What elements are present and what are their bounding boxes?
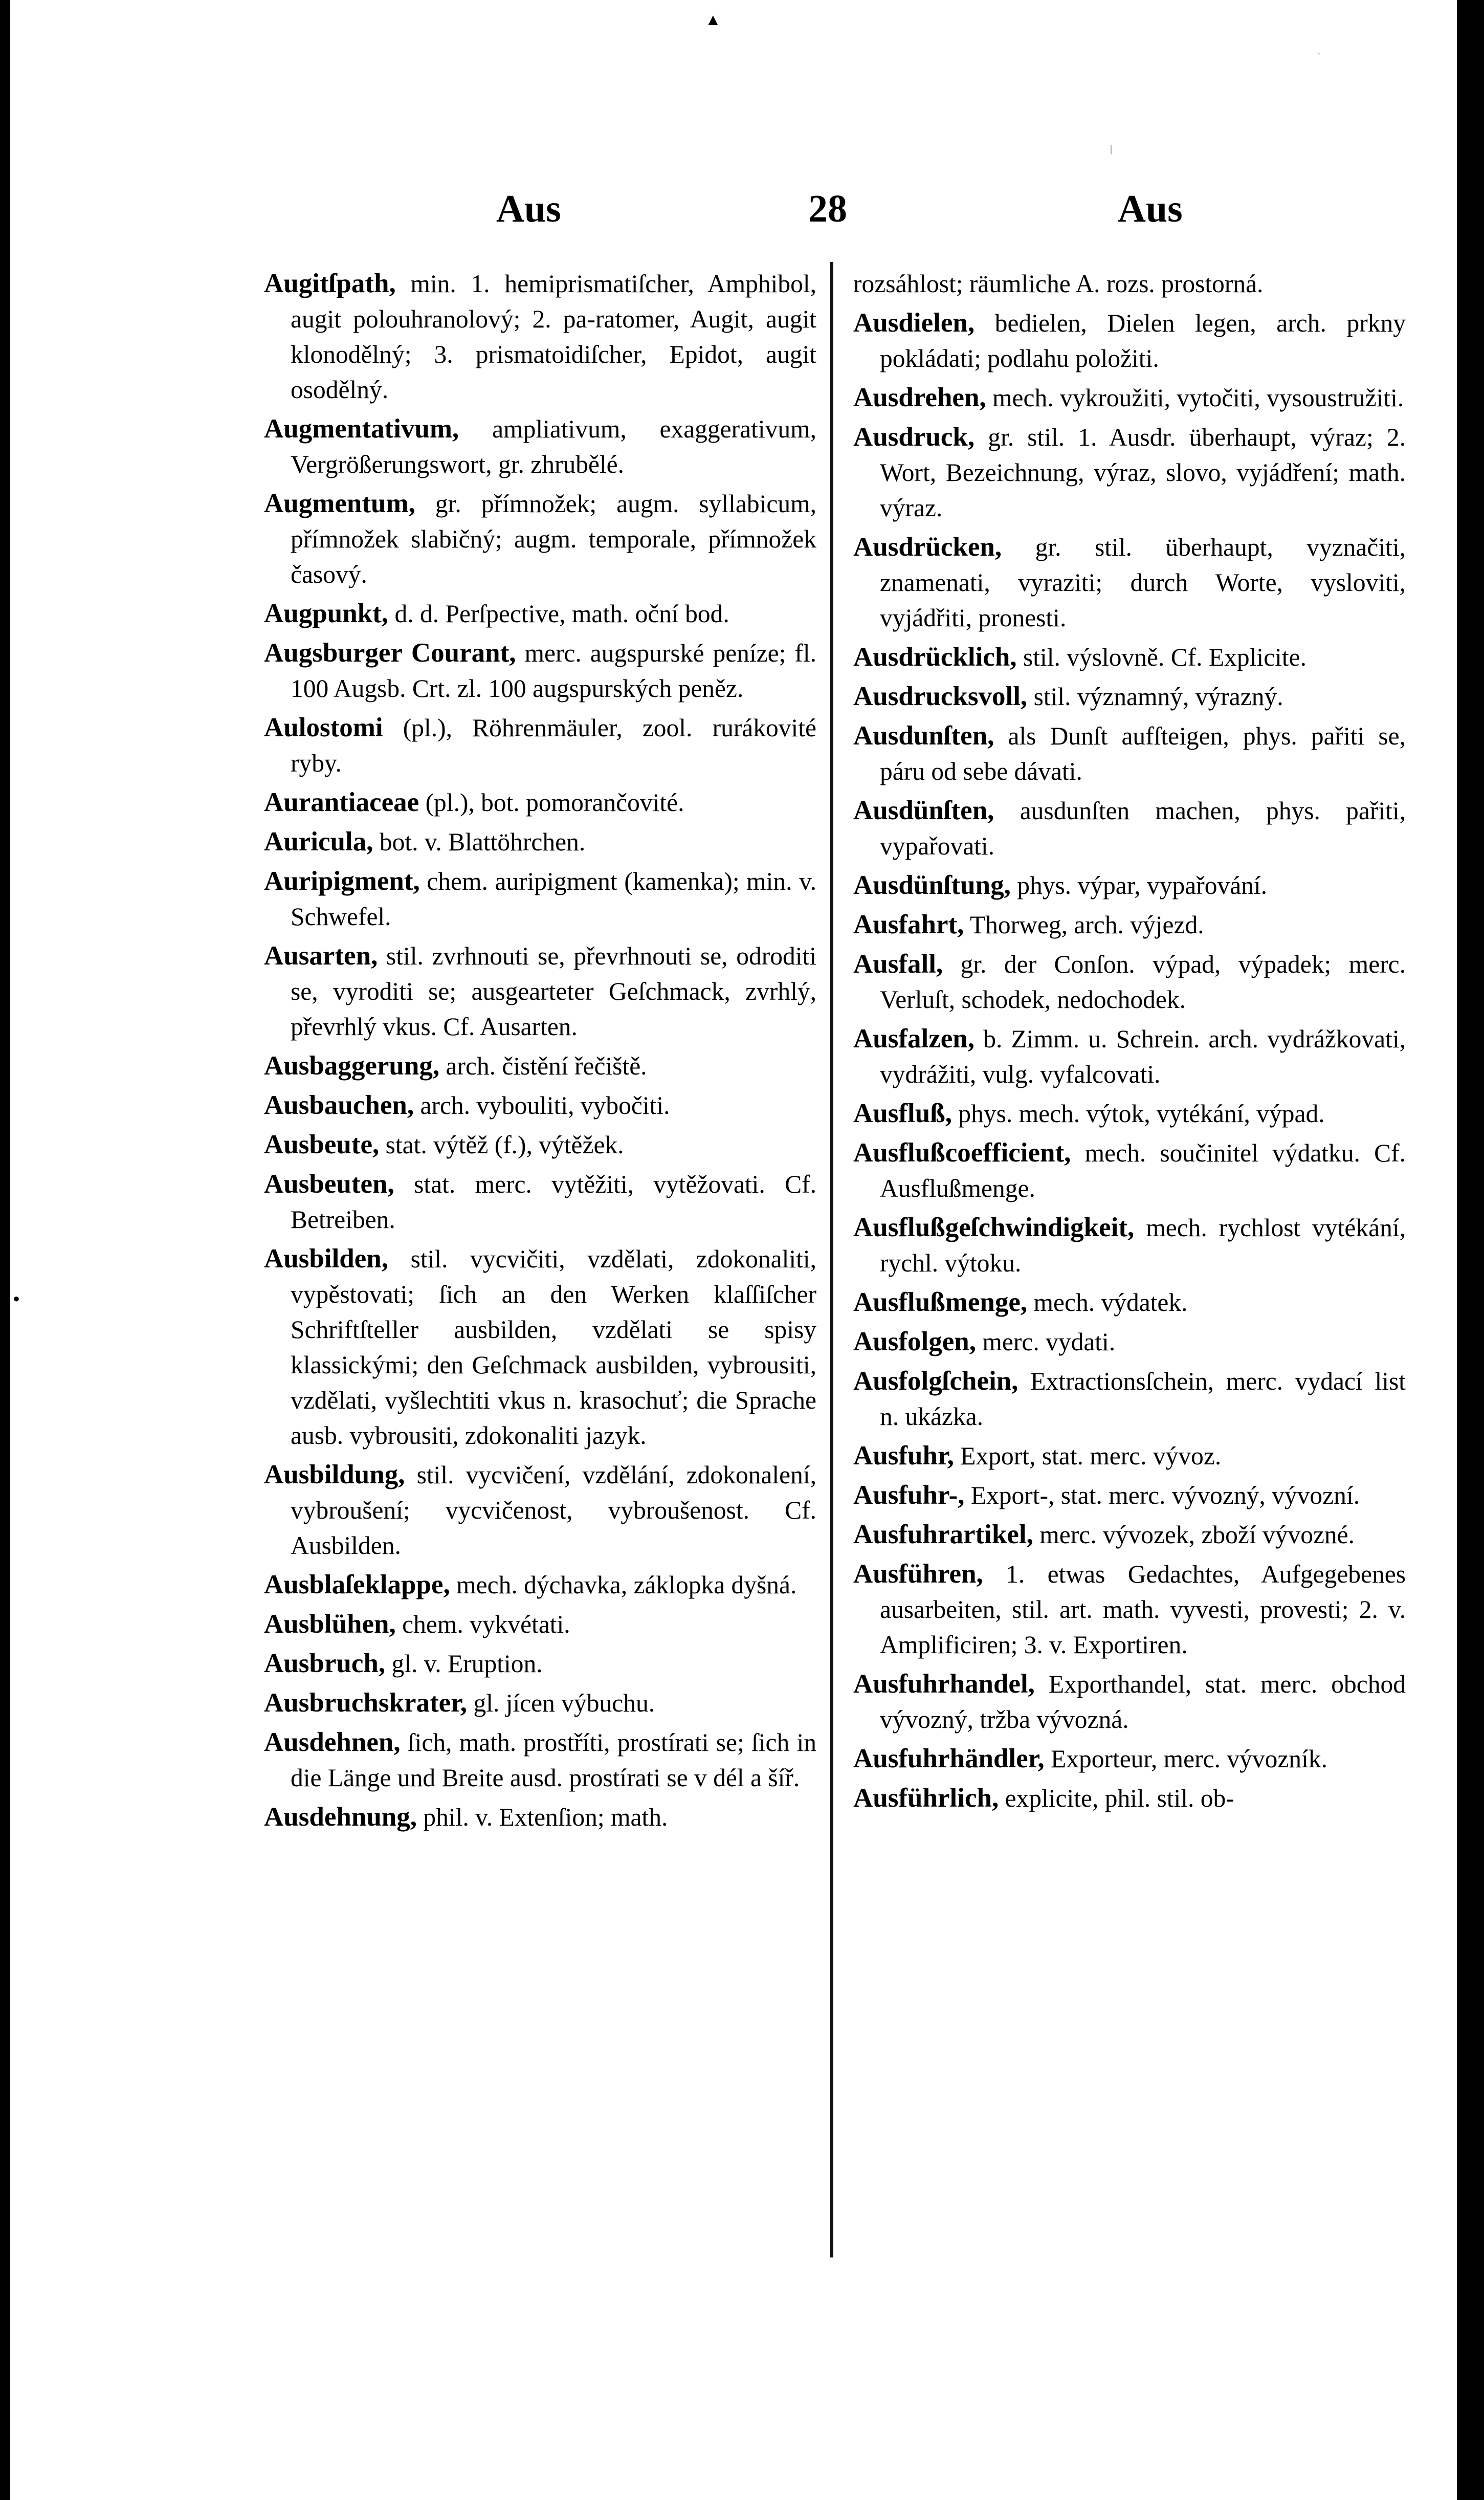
dictionary-entry: [853, 1021, 1406, 1092]
dictionary-entry: [853, 868, 1406, 903]
entry-headword: Ausfall,: [853, 949, 943, 979]
dictionary-entry: [264, 785, 816, 820]
entry-headword: Augpunkt,: [264, 599, 389, 628]
dictionary-entry: [264, 1800, 816, 1835]
dictionary-entry: [853, 420, 1406, 525]
entry-definition: stil. vycvičiti, vzdělati, zdokonaliti, vypěstovati; ſich an den Werken klaſſiſcher Schriftſteller ausbilden, vzdělati se spisy klassickými; den Geſchmack ausbilden, vybrousiti, vzdělati, vyšlechtiti vkus n. krasochuť; die Sprache ausb. vybrousiti, zdokonaliti jazyk.: [291, 1245, 816, 1450]
entry-headword: Ausbeute,: [264, 1130, 380, 1159]
dictionary-entry: [264, 824, 816, 860]
entry-definition: bedielen, Dielen legen, arch. prkny pokládati; podlahu položiti.: [880, 309, 1406, 372]
entry-definition: d. d. Perſpective, math. oční bod.: [388, 600, 729, 628]
entry-definition: stil. vycvičení, vzdělání, zdokonalení, vybroušení; vycvičenost, vybroušenost. Cf. Ausbilden.: [291, 1461, 816, 1560]
entry-headword: Aulostomi: [264, 713, 383, 742]
dictionary-entry: [264, 1088, 816, 1123]
column-divider: [830, 262, 833, 2257]
entry-headword: Ausdielen,: [853, 308, 975, 338]
entry-definition: stil. zvrhnouti se, převrhnouti se, odroditi se, vyroditi se; ausgearteter Geſchmack, zvrhlý, převrhlý vkus. Cf. Ausarten.: [291, 942, 816, 1041]
dictionary-entry: [264, 1167, 816, 1237]
dictionary-entry: [853, 1285, 1406, 1320]
dictionary-entry: [853, 1135, 1406, 1206]
entry-headword: Ausbruch,: [264, 1649, 386, 1678]
entry-definition: stil. významný, výrazný.: [1027, 683, 1283, 711]
entry-definition: phys. výpar, vypařování.: [1010, 871, 1268, 900]
entry-definition: mech. dýchavka, záklopka dyšná.: [450, 1571, 797, 1599]
dictionary-entry: [264, 635, 816, 706]
dictionary-entry: [853, 1210, 1406, 1281]
entry-definition: Export-, stat. merc. vývozný, vývozní.: [964, 1481, 1360, 1509]
entry-definition: merc. vydati.: [976, 1328, 1116, 1356]
left-column: [264, 266, 816, 1839]
dictionary-entry: [264, 596, 816, 631]
dictionary-entry: [853, 1324, 1406, 1359]
entry-headword: Ausfalzen,: [853, 1024, 975, 1054]
dictionary-entry: [853, 305, 1406, 376]
right-column: [853, 266, 1406, 1820]
entry-headword: Ausbeuten,: [264, 1169, 394, 1199]
dictionary-entry: [264, 1127, 816, 1163]
dictionary-entry: [853, 530, 1406, 635]
entry-definition: gr. přímnožek; augm. syllabicum, přímnožek slabičný; augm. temporale, přímnožek časový.: [291, 490, 816, 588]
dictionary-entry: [264, 1567, 816, 1603]
dictionary-entry: [264, 938, 816, 1044]
entry-definition: stil. výslovně. Cf. Explicite.: [1016, 643, 1307, 671]
dictionary-entry: [853, 1556, 1406, 1662]
entry-headword: Ausblühen,: [264, 1609, 396, 1639]
entry-headword: Ausdrucksvoll,: [853, 682, 1028, 711]
entry-headword: Augsburger Courant,: [264, 638, 516, 668]
entry-definition: gr. stil. überhaupt, vyznačiti, znamenati, vyraziti; durch Worte, vysloviti, vyjádřiti, pronesti.: [880, 533, 1406, 632]
entry-headword: Ausdunſten,: [853, 721, 994, 751]
dictionary-entry: [264, 1646, 816, 1681]
entry-headword: Ausdrücklich,: [853, 642, 1017, 672]
entry-headword: Ausfuhr-,: [853, 1480, 965, 1510]
entry-definition: mech. výdatek.: [1027, 1288, 1188, 1317]
entry-definition: b. Zimm. u. Schrein. arch. vydrážkovati, vydrážiti, vulg. vyfalcovati.: [880, 1025, 1406, 1088]
entry-definition: phys. mech. výtok, vytékání, výpad.: [951, 1100, 1325, 1128]
entry-headword: Ausdehnen,: [264, 1727, 401, 1757]
entry-definition: arch. vybouliti, vybočiti.: [414, 1091, 670, 1120]
entry-definition: Thorweg, arch. výjezd.: [964, 911, 1204, 939]
entry-definition: gr. der Conſon. výpad, výpadek; merc. Verluſt, schodek, nedochodek.: [880, 950, 1406, 1014]
margin-mark: •: [13, 1287, 20, 1310]
dictionary-entry: [264, 1457, 816, 1563]
entry-headword: Ausfluß,: [853, 1099, 952, 1128]
dictionary-entry: [853, 1364, 1406, 1434]
entry-definition: arch. čistění řečiště.: [439, 1052, 647, 1080]
entry-headword: Ausfuhr,: [853, 1441, 954, 1471]
entry-headword: Ausfolgſchein,: [853, 1366, 1018, 1396]
entry-headword: Ausbruchskrater,: [264, 1688, 468, 1718]
entry-definition: explicite, phil. stil. ob-: [999, 1784, 1234, 1812]
entry-definition: ampliativum, exaggerativum, Vergrößerungswort, gr. zhrubělé.: [291, 415, 816, 478]
entry-definition: mech. rychlost vytékání, rychl. výtoku.: [880, 1214, 1406, 1277]
speck: |: [1110, 143, 1113, 155]
entry-headword: Ausflußgeſchwindigkeit,: [853, 1213, 1135, 1242]
entry-headword: Ausführen,: [853, 1559, 983, 1589]
entry-definition: mech. vykroužiti, vytočiti, vysoustružiti.: [986, 384, 1404, 412]
entry-definition: ſich, math. prostříti, prostírati se; ſich in die Länge und Breite ausd. prostírati se v dél a šíř.: [291, 1728, 816, 1792]
entry-headword: Auripigment,: [264, 866, 420, 896]
dictionary-entry: [853, 380, 1406, 415]
dictionary-entry: [853, 679, 1406, 714]
entry-definition: Extractionsſchein, merc. vydací list n. ukázka.: [880, 1367, 1406, 1431]
entry-headword: Ausfahrt,: [853, 910, 964, 939]
entry-definition: mech. součinitel výdatku. Cf. Ausflußmenge.: [880, 1139, 1406, 1202]
dictionary-entry: [853, 947, 1406, 1017]
entry-definition: bot. v. Blattöhrchen.: [373, 828, 586, 856]
entry-headword: Augmentum,: [264, 489, 415, 518]
entry-headword: Ausflußcoefficient,: [853, 1138, 1071, 1168]
entry-headword: Ausdrehen,: [853, 383, 986, 412]
entry-definition: gl. v. Eruption.: [385, 1650, 543, 1678]
running-head-right: Aus: [1118, 187, 1183, 230]
dictionary-entry: [853, 1096, 1406, 1131]
dictionary-entry: [853, 1666, 1406, 1737]
page-number: 28: [808, 187, 847, 230]
top-marker: ▲: [705, 10, 721, 29]
entry-definition: stat. merc. vytěžiti, vytěžovati. Cf. Betreiben.: [291, 1170, 816, 1234]
entry-definition: chem. auripigment (kamenka); min. v. Schwefel.: [291, 867, 816, 931]
entry-headword: Ausflußmenge,: [853, 1287, 1028, 1317]
dictionary-entry: [264, 486, 816, 592]
dictionary-entry: [264, 1725, 816, 1795]
entry-headword: Ausfuhrhändler,: [853, 1744, 1045, 1773]
entry-definition: gr. stil. 1. Ausdr. überhaupt, výraz; 2. Wort, Bezeichnung, výraz, slovo, vyjádření; math. výraz.: [880, 423, 1406, 522]
entry-headword: Ausdünſten,: [853, 796, 994, 825]
entry-definition: min. 1. hemiprismatiſcher, Amphibol, augit polouhranolový; 2. pa-ratomer, Augit, augit klonodělný; 3. prismatoidiſcher, Epidot, augit osodělný.: [291, 270, 816, 404]
dictionary-entry: [264, 1607, 816, 1642]
entry-headword: Augitſpath,: [264, 269, 396, 298]
dictionary-entry: [264, 411, 816, 482]
dictionary-entry: [264, 1241, 816, 1453]
entry-definition: als Dunſt aufſteigen, phys. pařiti se, páru od sebe dávati.: [880, 722, 1406, 785]
entry-definition: 1. etwas Gedachtes, Aufgegebenes ausarbeiten, stil. art. math. vyvesti, provesti; 2. v. Amplificiren; 3. v. Exportiren.: [880, 1560, 1406, 1659]
entry-headword: Ausfolgen,: [853, 1327, 977, 1356]
entry-headword: Ausführlich,: [853, 1783, 999, 1813]
dictionary-entry: [264, 1048, 816, 1084]
running-head-left: Aus: [496, 187, 561, 230]
entry-definition: rozsáhlost; räumliche A. rozs. prostorná.: [853, 270, 1264, 298]
entry-definition: stat. výtěž (f.), výtěžek.: [379, 1131, 624, 1159]
dictionary-entry: [853, 1781, 1406, 1816]
entry-definition: ausdunſten machen, phys. pařiti, vypařovati.: [880, 797, 1406, 860]
dictionary-page: [10, 0, 1457, 2500]
speck: ·: [1317, 49, 1321, 60]
entry-headword: Ausdruck,: [853, 422, 975, 452]
entry-definition: Exporthandel, stat. merc. obchod vývozný, tržba vývozná.: [880, 1670, 1406, 1734]
dictionary-entry: [853, 640, 1406, 675]
dictionary-entry: [853, 1478, 1406, 1513]
dictionary-entry: [853, 907, 1406, 942]
entry-headword: Ausbildung,: [264, 1460, 405, 1489]
entry-headword: Ausfuhrhandel,: [853, 1669, 1035, 1699]
entry-definition: merc. augspurské peníze; fl. 100 Augsb. Crt. zl. 100 augspurských peněz.: [291, 639, 816, 703]
entry-definition: (pl.), bot. pomorančovité.: [419, 788, 684, 817]
entry-headword: Ausdehnung,: [264, 1802, 417, 1832]
entry-definition: phil. v. Extenſion; math.: [417, 1803, 668, 1831]
entry-definition: chem. vykvétati.: [395, 1610, 570, 1638]
dictionary-entry: [853, 1517, 1406, 1552]
entry-definition: Export, stat. merc. vývoz.: [954, 1442, 1222, 1470]
entry-headword: Ausdrücken,: [853, 532, 1002, 562]
entry-headword: Ausfuhrartikel,: [853, 1520, 1033, 1549]
dictionary-entry: [853, 1741, 1406, 1777]
entry-headword: Ausarten,: [264, 941, 378, 971]
dictionary-entry: [264, 1685, 816, 1721]
dictionary-entry: [853, 1438, 1406, 1474]
entry-headword: Ausbilden,: [264, 1244, 389, 1274]
entry-headword: Ausblaſeklappe,: [264, 1570, 450, 1599]
entry-definition: merc. vývozek, zboží vývozné.: [1033, 1521, 1355, 1549]
dictionary-entry: [853, 718, 1406, 789]
dictionary-entry: [264, 266, 816, 407]
dictionary-entry: [264, 864, 816, 934]
entry-headword: Augmentativum,: [264, 414, 459, 444]
entry-headword: Aurantiaceae: [264, 787, 419, 817]
dictionary-entry: [853, 793, 1406, 864]
dictionary-entry: [264, 710, 816, 781]
entry-definition: Exporteur, merc. vývozník.: [1044, 1745, 1327, 1773]
entry-headword: Ausbauchen,: [264, 1090, 414, 1120]
entry-definition: (pl.), Röhrenmäuler, zool. rurákovité ryby.: [291, 714, 816, 777]
entry-headword: Auricula,: [264, 827, 373, 857]
entry-definition: gl. jícen výbuchu.: [467, 1689, 655, 1717]
dictionary-entry: [853, 266, 1406, 301]
entry-headword: Ausdünſtung,: [853, 870, 1011, 900]
entry-headword: Ausbaggerung,: [264, 1051, 440, 1081]
